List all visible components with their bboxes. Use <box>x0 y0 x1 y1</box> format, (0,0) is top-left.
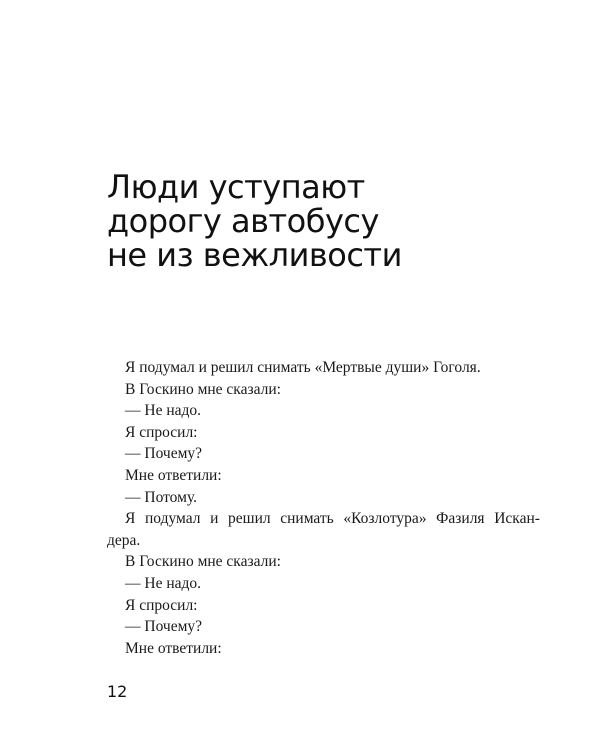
body-line: — Не надо. <box>125 574 202 592</box>
chapter-title-line: не из вежливости <box>107 236 402 274</box>
chapter-title-line: дорогу автобусу <box>107 202 379 240</box>
body-text <box>107 357 540 659</box>
body-line: В Госкино мне сказали: <box>125 380 281 398</box>
word: и <box>210 510 219 528</box>
body-line: Мне ответили: <box>125 466 222 484</box>
chapter-title-line: Люди уступают <box>107 168 365 206</box>
word: Я <box>125 510 136 528</box>
word: Искан- <box>494 510 540 528</box>
body-line: В Госкино мне сказали: <box>125 553 281 571</box>
word: Фазиля <box>436 510 485 528</box>
word: подумал <box>144 510 201 528</box>
body-line: — Почему? <box>125 618 203 636</box>
body-line: дера. <box>107 531 141 549</box>
page-number: 12 <box>107 682 128 701</box>
body-line: Я подумал и решил снимать «Мертвые души» Гоголя. <box>125 359 481 376</box>
body-line-justified <box>107 508 540 530</box>
word: решил <box>228 510 271 528</box>
chapter-title <box>107 170 547 272</box>
body-line: — Потому. <box>125 488 198 506</box>
body-line: Мне ответили: <box>125 639 222 657</box>
body-line: — Не надо. <box>125 402 202 420</box>
word: снимать <box>280 510 334 528</box>
body-line: Я спросил: <box>125 423 198 441</box>
body-line: — Почему? <box>125 445 203 463</box>
body-line: Я спросил: <box>125 596 198 614</box>
word: «Козлотура» <box>343 510 427 528</box>
